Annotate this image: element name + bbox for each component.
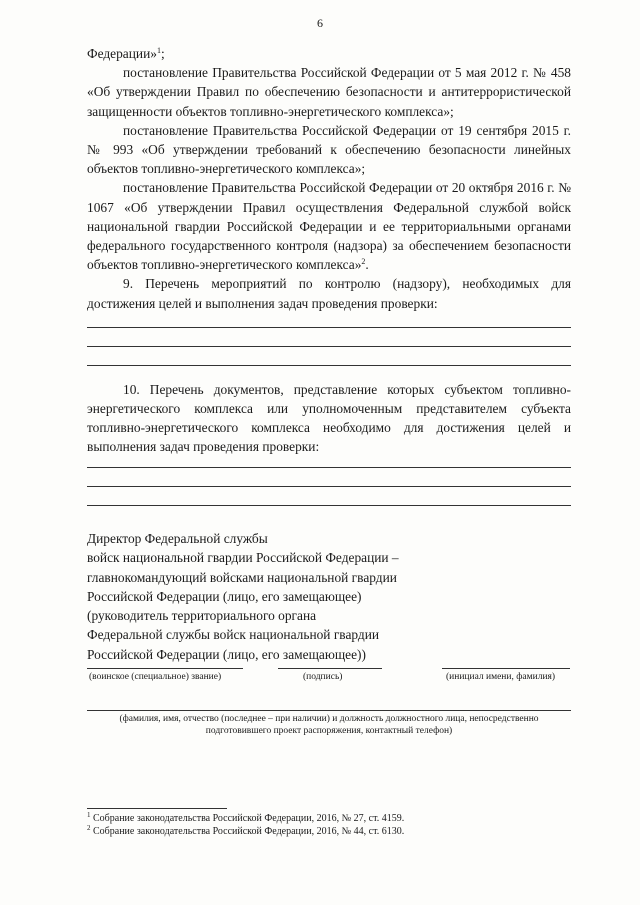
fill-line[interactable] <box>87 486 571 487</box>
signature-caption: (подпись) <box>303 672 343 682</box>
item-10: 10. Перечень документов, представление которых субъектом топливно-энергетического комплекса или уполномоченным представителем субъекта топливно-энергетического комплекса необходимо для достижения целей и выполнения задач проведения проверки: <box>87 381 571 455</box>
decree-993: постановление Правительства Российской Федерации от 19 сентября 2015 г. № 993 «Об утверждении требований к обеспечению безопасности линейных объектов топливно-энергетического комплекса»; <box>87 122 571 177</box>
item-9: 9. Перечень мероприятий по контролю (надзору), необходимых для достижения целей и выполнения задач проведения проверки: <box>87 276 571 311</box>
rank-field[interactable] <box>87 668 243 669</box>
decree-458: постановление Правительства Российской Федерации от 5 мая 2012 г. № 458 «Об утверждении Правил по обеспечению безопасности и антитеррористической защищенности объектов топливно-энергетического комплекса»; <box>87 65 571 119</box>
signatory-line: (руководитель территориального органа <box>87 608 317 624</box>
signatory-line: Российской Федерации (лицо, его замещающее) <box>87 588 362 604</box>
footnote-mark: 2 <box>87 824 91 832</box>
rank-caption: (воинское (специальное) звание) <box>89 672 222 682</box>
footnote-text: Собрание законодательства Российской Федерации, 2016, № 44, ст. 6130. <box>93 826 405 837</box>
signature-field[interactable] <box>278 668 382 669</box>
body-text <box>87 44 571 524</box>
decree-1067 <box>87 178 571 274</box>
footnote-1 <box>87 812 404 825</box>
name-caption: (инициал имени, фамилия) <box>446 672 556 682</box>
paragraph-tail: ; <box>160 46 165 61</box>
signatory-title <box>87 529 467 664</box>
footnote-mark: 1 <box>87 811 91 819</box>
item-10-fill-lines <box>87 457 571 506</box>
footnote-text: Собрание законодательства Российской Федерации, 2016, № 27, ст. 4159. <box>93 813 405 824</box>
preparer-field[interactable] <box>87 710 571 711</box>
decree-1067-tail: . <box>365 257 369 273</box>
footnote-ref-1: 1 <box>156 46 161 55</box>
name-field[interactable] <box>442 668 570 669</box>
footnotes <box>87 812 404 838</box>
fill-line[interactable] <box>87 505 571 506</box>
footnote-ref-2: 2 <box>361 257 366 267</box>
fill-line[interactable] <box>87 327 571 328</box>
preparer-caption: (фамилия, имя, отчество (последнее – при наличии) и должность должностного лица, непосредственно подготовившего проект распоряжения, контактный телефон) <box>119 714 539 736</box>
signatory-line: Директор Федеральной службы <box>87 531 268 546</box>
signatory-line: Федеральной службы войск национальной гвардии <box>87 627 380 643</box>
fill-line[interactable] <box>87 346 571 347</box>
footnote-separator <box>87 808 227 809</box>
footnote-2 <box>87 825 404 838</box>
signatory-line: войск национальной гвардии Российской Федерации – <box>87 550 399 566</box>
item-9-fill-lines <box>87 313 571 366</box>
paragraph-text: Федерации» <box>87 46 157 61</box>
page-number: 6 <box>317 16 323 30</box>
decree-1067-text: постановление Правительства Российской Федерации от 20 октября 2016 г. № 1067 «Об утверждении Правил осуществления Федеральной службой войск национальной гвардии Российской Федерации и ее территориальными органами федерального государственного контроля (надзора) за обеспечением безопасности объектов топливно-энергетического комплекса» <box>87 180 571 273</box>
signatory-line: Российской Федерации (лицо, его замещающее)) <box>87 646 366 662</box>
signatory-line: главнокомандующий войсками национальной гвардии <box>87 569 397 585</box>
fill-line[interactable] <box>87 365 571 366</box>
fill-line[interactable] <box>87 467 571 468</box>
paragraph-continuation <box>87 44 571 63</box>
